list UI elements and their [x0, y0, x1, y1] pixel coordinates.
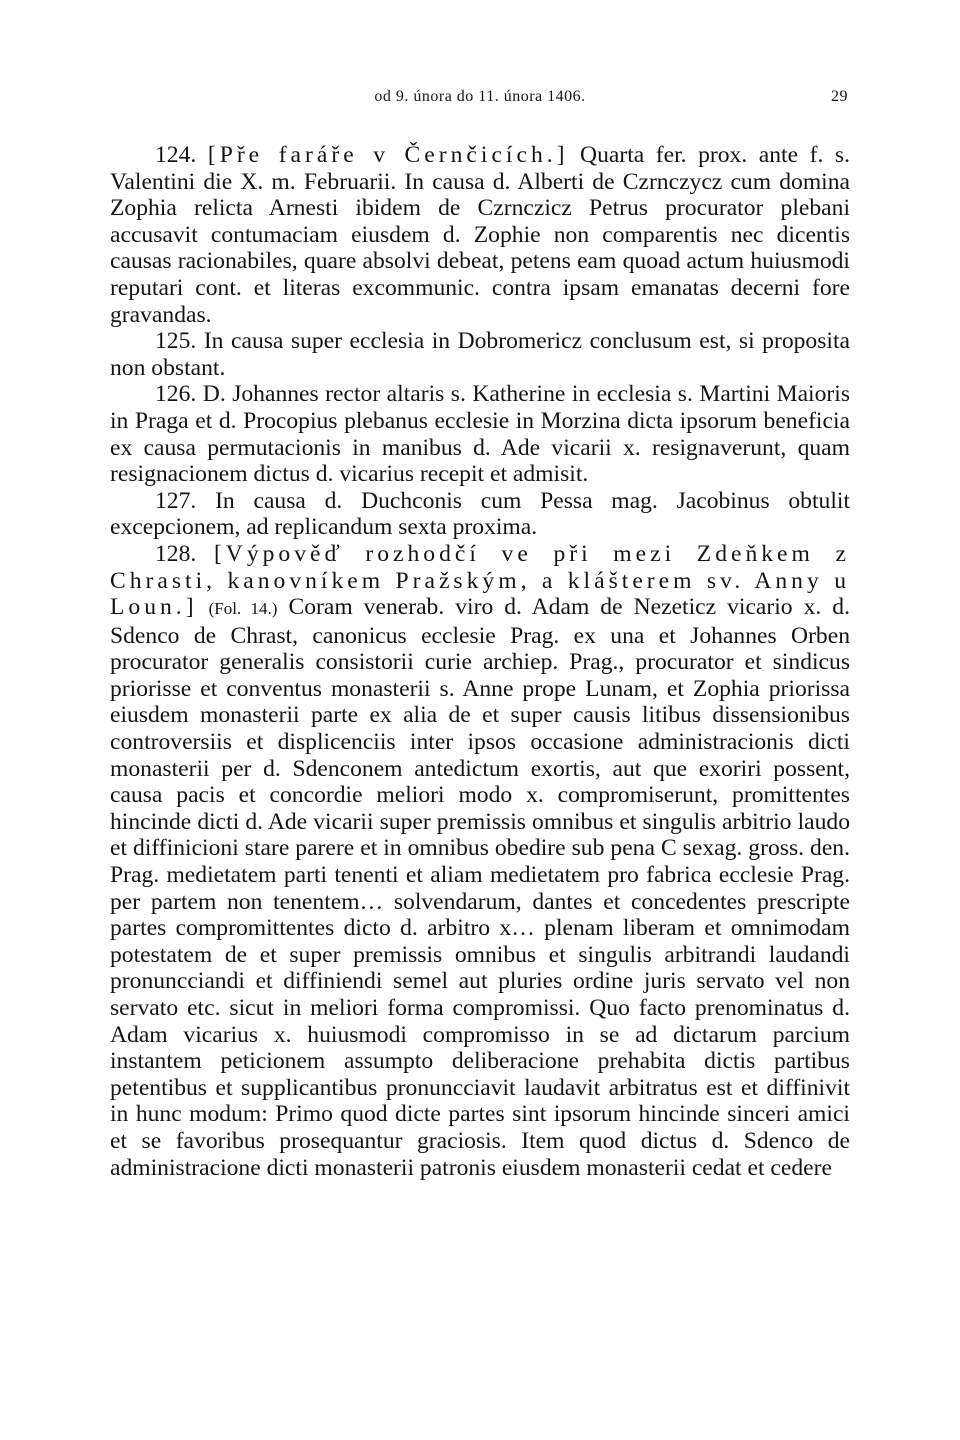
entry-heading: [Výpověď rozhodčí ve při mezi Zdeňkem z Chrasti, kanovníkem Pražským, a klášterem sv. Anny u Loun.]: [110, 540, 850, 621]
entry-126: [110, 381, 850, 487]
entry-heading: [Pře faráře v Černčicích.]: [207, 142, 569, 168]
entry-number: 127.: [155, 487, 197, 514]
entry-128: [110, 541, 850, 1181]
entry-text: Quarta fer. prox. ante f. s. Valentini die X. m. Februarii. In causa d. Alberti de Czrnczycz cum domina Zophia relicta Arnesti ibidem de Czrnczicz Petrus procurator plebani accusavit contumaciam eiusdem d. Zophie non comparentis nec dicentis causas racionabiles, quare absolvi debeat, petens eam quoad actum huiusmodi reputari cont. et literas excommunic. contra ipsam emanatas decerni fore gravandas.: [110, 142, 850, 328]
document-page: [110, 88, 850, 1181]
entry-124: [110, 142, 850, 328]
header-title: od 9. února do 11. února 1406.: [374, 88, 586, 105]
entry-text: Coram venerab. viro d. Adam de Nezeticz vicario x. d. Sdenco de Chrast, canonicus ecclesie Prag. ex una et Johannes Orben procurator generalis consistorii curie archiep. Prag., procurator et sindicus priorisse et conventus monasterii s. Anne prope Lunam, et Zophia priorissa eiusdem monasterii parte ex alia de et super causis litibus dissensionibus controversiis et displicenciis inter ipsos occasione administracionis dicti monasterii per d. Sdenconem antedictum exortis, aut que exoriri possent, causa pacis et concordie meliori modo x. compromiserunt, promittentes hincinde dicti d. Ade vicarii super premissis omnibus et singulis arbitrio laudo et diffinicioni stare parere et in omnibus obedire sub pena C sexag. gross. den. Prag. medietatem parti tenenti et aliam medietatem pro fabrica ecclesie Prag. per partem non tenentem… solvendarum, dantes et concedentes prescripte partes compromittentes dicto d. arbitro x… plenam liberam et omnimodam potestatem de et super premissis omnibus et singulis arbitrandi laudandi pronuncciandi et diffiniendi semel aut pluries ordine juris servato vel non servato etc. sicut in meliori forma compromissi. Quo facto prenominatus d. Adam vicarius x. huiusmodi compromisso in se ad dictarum parcium instantem peticionem assumpto deliberacione prehabita dictis partibus petentibus et supplicantibus pronuncciavit laudavit arbitratus est et diffinivit in hunc modum: Primo quod dicte partes sint ipsorum hincinde sinceri amici et se favoribus prosequantur graciosis. Item quod dictus d. Sdenco de administracione dicti monasterii patronis eiusdem monasterii cedat et cedere: [110, 594, 850, 1181]
running-header: [110, 88, 850, 118]
entry-number: 126.: [155, 381, 197, 408]
entry-text: D. Johannes rector altaris s. Katherine in ecclesia s. Martini Maioris in Praga et d. Procopius plebanus ecclesie in Morzina dicta ipsorum beneficia ex causa permutacionis in manibus d. Ade vicarii x. resignaverunt, quam resignacionem dictus d. vicarius recepit et admisit.: [110, 381, 850, 488]
entry-number: 125.: [155, 328, 197, 355]
body-text: [110, 142, 850, 1181]
entry-127: [110, 488, 850, 541]
entry-number: 124.: [155, 142, 197, 168]
entry-text: In causa super ecclesia in Dobromericz conclusum est, si proposita non obstant.: [110, 328, 850, 381]
folio-reference: (Fol. 14.): [208, 599, 278, 619]
entry-125: [110, 328, 850, 381]
entry-number: 128.: [155, 540, 197, 567]
page-number: 29: [831, 88, 848, 105]
entry-text: In causa d. Duchconis cum Pessa mag. Jacobinus obtulit excepcionem, ad replicandum sexta proxima.: [110, 487, 850, 541]
